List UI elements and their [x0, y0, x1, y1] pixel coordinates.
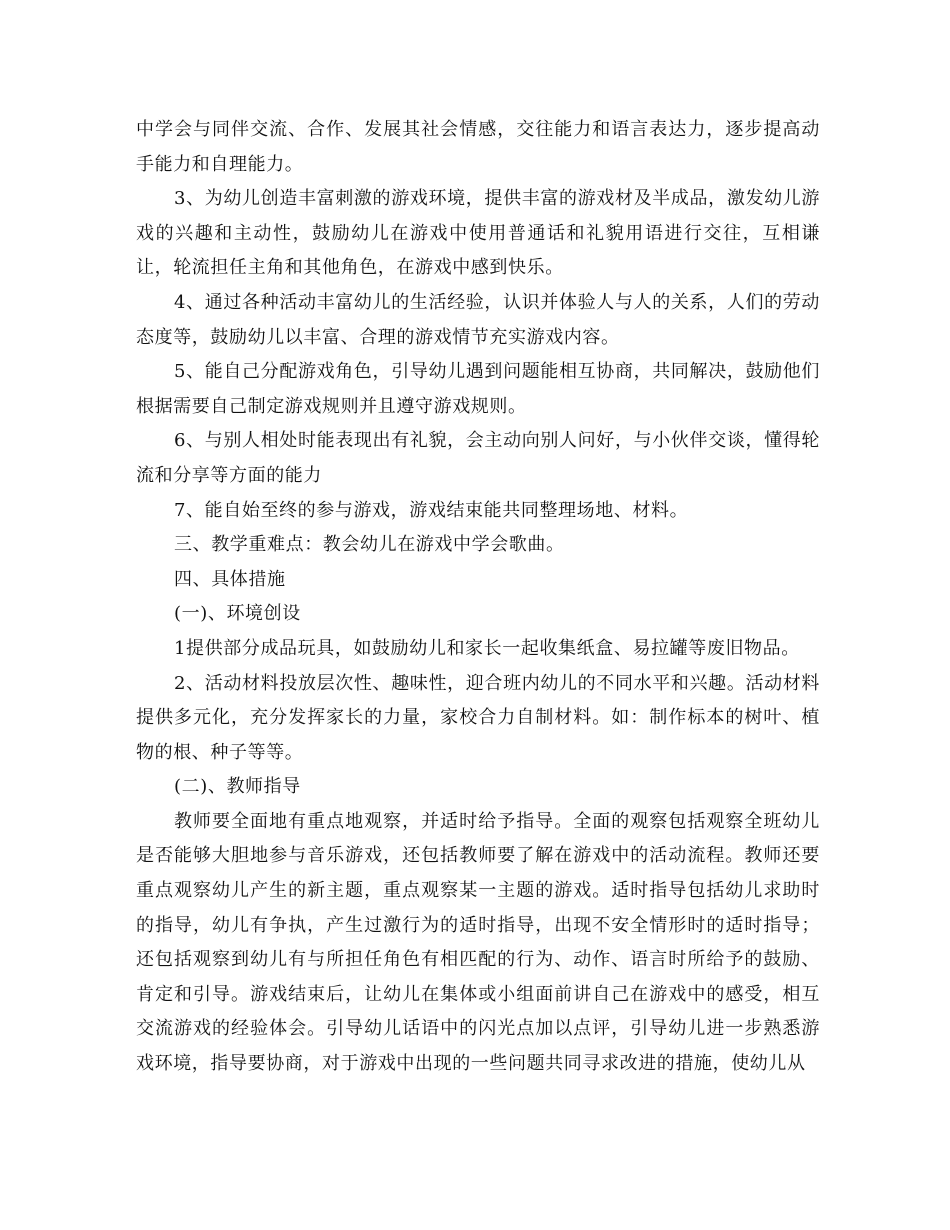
paragraph-1: 中学会与同伴交流、合作、发展其社会情感，交往能力和语言表达力，逐步提高动手能力和自理能力。: [136, 119, 820, 175]
paragraph-7: 1提供部分成品玩具，如鼓励幼儿和家长一起收集纸盒、易拉罐等废旧物品。: [174, 637, 800, 659]
paragraph-5: 6、与别人相处时能表现出有礼貌，会主动向别人问好，与小伙伴交谈，懂得轮流和分享等方面的能力: [136, 430, 820, 486]
heading-measures: 四、具体措施: [174, 568, 286, 590]
subheading-environment: (一)、环境创设: [174, 603, 301, 625]
paragraph-6: 7、能自始至终的参与游戏，游戏结束能共同整理场地、材料。: [174, 499, 689, 521]
paragraph-8: 2、活动材料投放层次性、趣味性，迎合班内幼儿的不同水平和兴趣。活动材料提供多元化，充分发挥家长的力量，家校合力自制材料。如：制作标本的树叶、植物的根、种子等等。: [136, 672, 820, 763]
paragraph-3: 4、通过各种活动丰富幼儿的生活经验，认识并体验人与人的关系，人们的劳动态度等，鼓励幼儿以丰富、合理的游戏情节充实游戏内容。: [136, 291, 820, 348]
paragraph-2: 3、为幼儿创造丰富刺激的游戏环境，提供丰富的游戏材及半成品，激发幼儿游戏的兴趣和主动性，鼓励幼儿在游戏中使用普通话和礼貌用语进行交往，互相谦让，轮流担任主角和其他角色，在游戏中感到快乐。: [136, 188, 820, 279]
subheading-teacher-guidance: (二)、教师指导: [174, 776, 301, 798]
paragraph-4: 5、能自己分配游戏角色，引导幼儿遇到问题能相互协商，共同解决，鼓励他们根据需要自己制定游戏规则并且遵守游戏规则。: [136, 361, 820, 417]
paragraph-9: 教师要全面地有重点地观察，并适时给予指导。全面的观察包括观察全班幼儿是否能够大胆地参与音乐游戏，还包括教师要了解在游戏中的活动流程。教师还要重点观察幼儿产生的新主题，重点观察某一主题的游戏。适时指导包括幼儿求助时的指导，幼儿有争执，产生过激行为的适时指导，出现不安全情形时的适时指导；还包括观察到幼儿有与所担任角色有相匹配的行为、动作、语言时所给予的鼓励、肯定和引导。游戏结束后，让幼儿在集体或小组面前讲自己在游戏中的感受，相互交流游戏的经验体会。引导幼儿话语中的闪光点加以点评，引导幼儿进一步熟悉游戏环境，指导要协商，对于游戏中出现的一些问题共同寻求改进的措施，使幼儿从: [136, 810, 820, 1075]
heading-key-points: 三、教学重难点：教会幼儿在游戏中学会歌曲。: [174, 534, 565, 556]
